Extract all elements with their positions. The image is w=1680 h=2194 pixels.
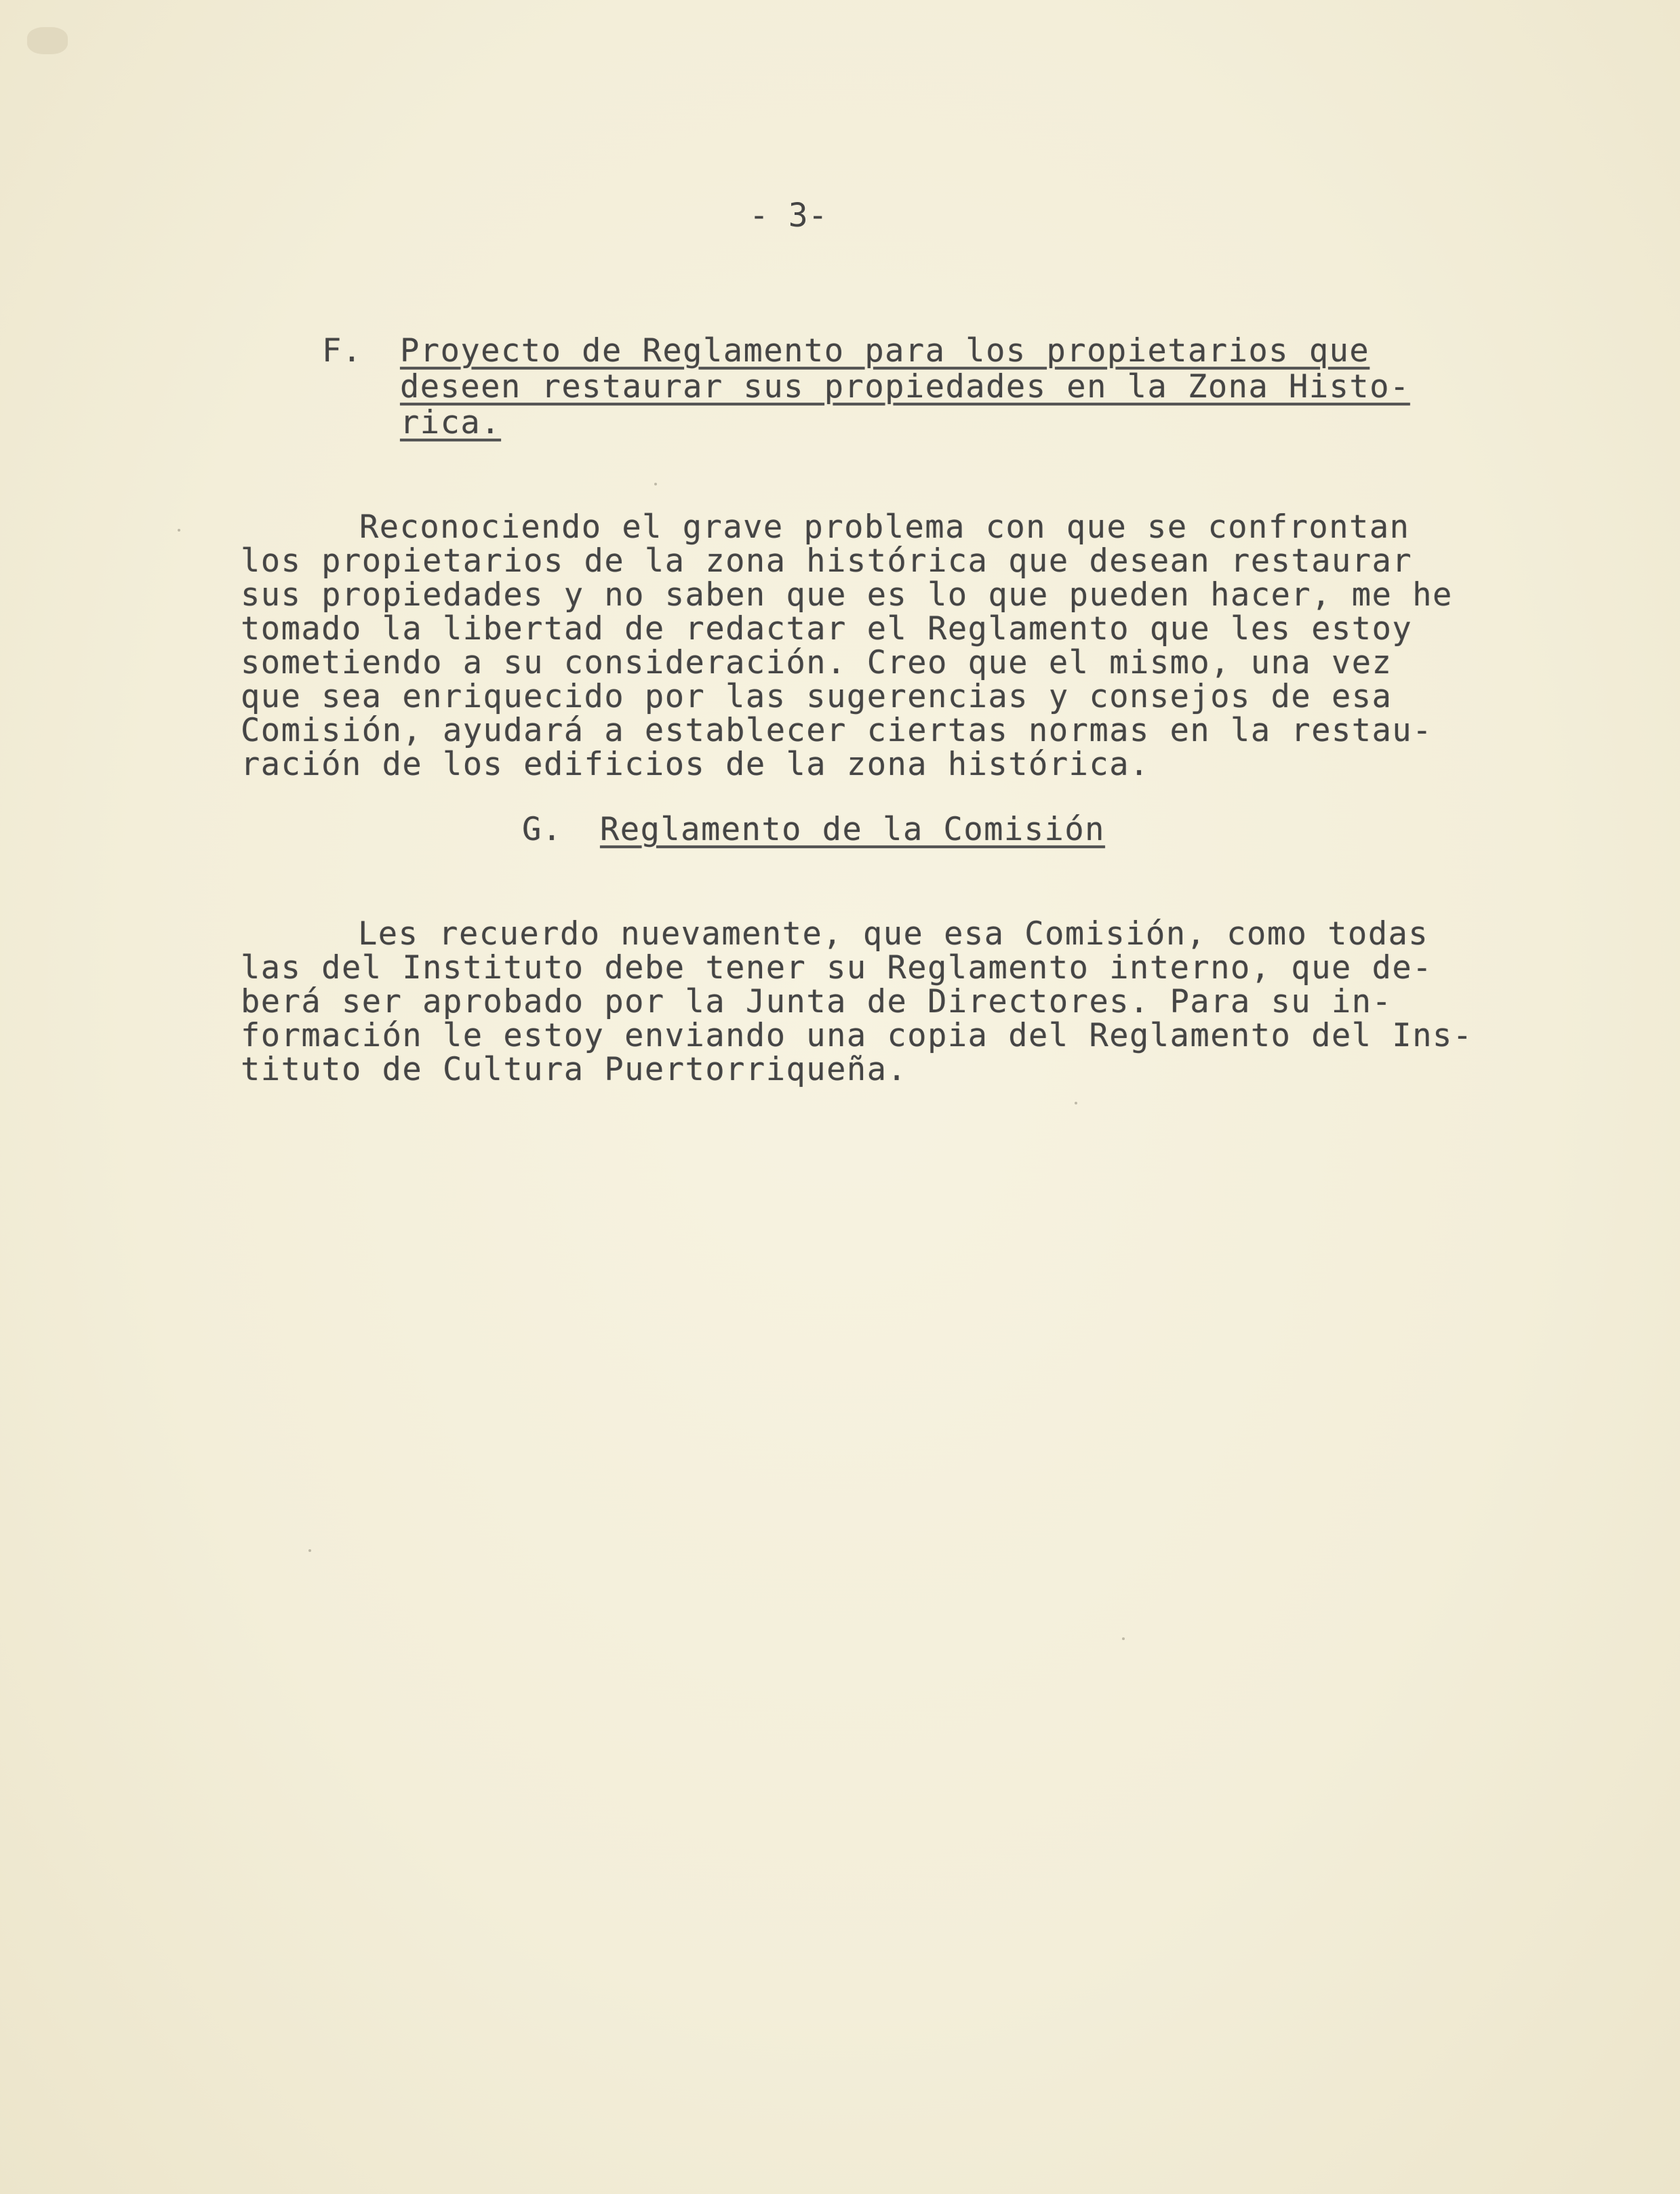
section-f-title-line-1: Proyecto de Reglamento para los propietarios que — [400, 332, 1370, 370]
paper-speck — [1075, 1102, 1077, 1104]
section-f-paragraph-line-5: sometiendo a su consideración. Creo que el mismo, una vez — [241, 644, 1393, 681]
section-f-paragraph-line-3: sus propiedades y no saben que es lo que pueden hacer, me he — [241, 576, 1453, 614]
paper-stain — [27, 27, 68, 54]
section-f-paragraph-line-2: los propietarios de la zona histórica que desean restaurar — [241, 542, 1413, 580]
section-f-paragraph-line-6: que sea enriquecido por las sugerencias y consejos de esa — [241, 678, 1393, 715]
section-g-letter: G. — [522, 811, 563, 848]
section-f-paragraph-line-1: Reconociendo el grave problema con que se confrontan — [359, 508, 1410, 546]
section-f-letter: F. — [322, 332, 363, 370]
section-f-title-line-3: rica. — [400, 404, 501, 441]
paper-speck — [1122, 1637, 1125, 1640]
section-g-title: Reglamento de la Comisión — [600, 811, 1105, 848]
section-f-paragraph-line-4: tomado la libertad de redactar el Reglamento que les estoy — [241, 610, 1413, 647]
section-g-paragraph-line-1: Les recuerdo nuevamente, que esa Comisión, como todas — [358, 915, 1429, 953]
section-g-paragraph-line-3: berá ser aprobado por la Junta de Directores. Para su in- — [241, 983, 1393, 1020]
section-g-paragraph-line-5: tituto de Cultura Puertorriqueña. — [241, 1051, 908, 1088]
section-g-paragraph-line-2: las del Instituto debe tener su Reglamento interno, que de- — [241, 949, 1433, 986]
paper-speck — [308, 1549, 311, 1552]
paper-speck — [654, 483, 657, 485]
section-g-paragraph-line-4: formación le estoy enviando una copia del Reglamento del Ins- — [241, 1017, 1473, 1054]
page-number: - 3- — [749, 197, 828, 235]
paper-speck — [178, 529, 180, 532]
section-f-title-line-2: deseen restaurar sus propiedades en la Zona Histo- — [400, 368, 1410, 405]
section-f-paragraph-line-7: Comisión, ayudará a establecer ciertas normas en la restau- — [241, 712, 1433, 749]
section-f-paragraph-line-8: ración de los edificios de la zona histórica. — [241, 746, 1150, 783]
